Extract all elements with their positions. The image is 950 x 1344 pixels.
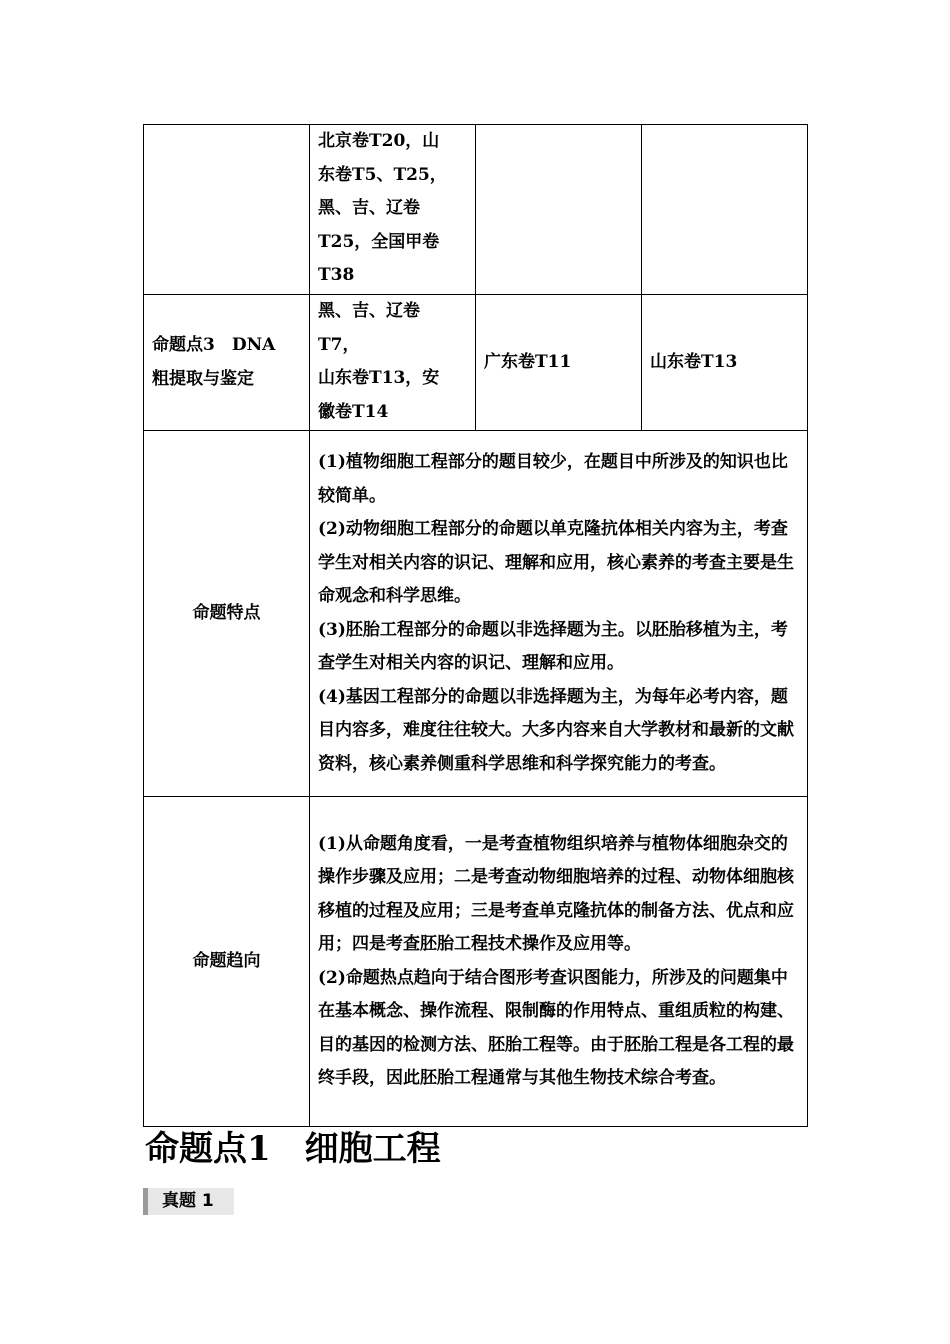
cell-line: T38 [318,265,355,285]
cell-line: 徽卷T14 [318,401,389,422]
cell-line: 黑、吉、辽卷 [318,301,420,321]
cell-line: 黑、吉、辽卷 [318,198,420,218]
table-row [144,125,808,295]
paragraph: (2)命题热点趋向于结合图形考查识图能力，所涉及的问题集中在基本概念、操作流程、限制酶的作用特点、重组质粒的构建、目的基因的检测方法、胚胎工程等。由于胚胎工程是各工程的最终手段，因此胚胎工程通常与其他生物技术综合考查。 [318,967,794,1088]
table-cell-exam-list [310,295,476,431]
cell-line: 东卷T5、T25， [318,164,447,185]
paragraph: (1)从命题角度看，一是考查植物组织培养与植物体细胞杂交的操作步骤及应用；二是考查动物细胞培养的过程、动物体细胞核移植的过程及应用；三是考查单克隆抗体的制备方法、优点和应用；四是考查胚胎工程技术操作及应用等。 [318,833,794,954]
cell-line: 粗提取与鉴定 [152,368,254,389]
paragraph: (1)植物细胞工程部分的题目较少，在题目中所涉及的知识也比较简单。 [318,452,788,506]
table-cell-content [310,797,808,1127]
table-cell-label: 命题趋向 [144,797,310,1127]
table-cell-empty [144,125,310,295]
table-cell-content [310,431,808,797]
table-row [144,295,808,431]
table-cell-empty [642,125,808,295]
table-cell-topic [144,295,310,431]
paragraph: (2)动物细胞工程部分的命题以单克隆抗体相关内容为主，考查学生对相关内容的识记、理解和应用，核心素养的考查主要是生命观念和科学思维。 [318,519,794,606]
cell-line: T25，全国甲卷 [318,231,440,252]
cell-line: 北京卷T20，山 [318,131,440,151]
paragraph: (3)胚胎工程部分的命题以非选择题为主。以胚胎移植为主，考查学生对相关内容的识记、理解和应用。 [318,619,788,673]
cell-line: 山东卷T13，安 [318,368,440,388]
question-tag: 真题 1 [143,1188,234,1215]
table-row [144,431,808,797]
table-cell-exam: 山东卷T13 [642,295,808,431]
table-cell-exam-list [310,125,476,295]
table-cell-label: 命题特点 [144,431,310,797]
table-cell-exam: 广东卷T11 [476,295,642,431]
exam-analysis-table [143,124,808,1127]
table-cell-empty [476,125,642,295]
cell-line: 命题点3 DNA [152,335,276,355]
table-row [144,797,808,1127]
section-heading: 命题点1 细胞工程 [145,1129,441,1169]
paragraph: (4)基因工程部分的命题以非选择题为主，为每年必考内容，题目内容多，难度往往较大。大多内容来自大学教材和最新的文献资料，核心素养侧重科学思维和科学探究能力的考查。 [318,686,794,774]
cell-line: T7， [318,334,360,355]
